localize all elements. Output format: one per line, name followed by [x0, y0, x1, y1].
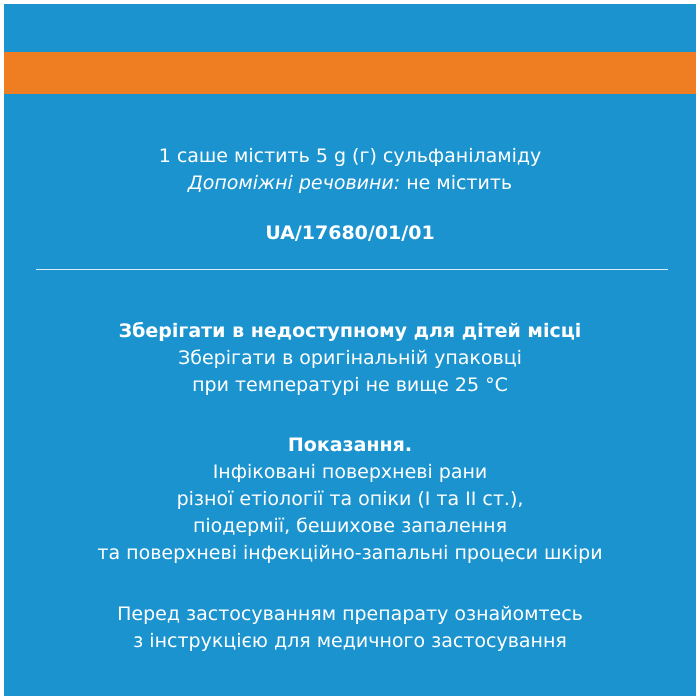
notice-line-1: Перед застосуванням препарату ознайомтесь: [117, 603, 583, 625]
indications-line-3: піодермії, бешихове запалення: [192, 515, 508, 537]
package-text: [4, 4, 696, 696]
divider-line: [36, 269, 668, 270]
storage-line-2: при температурі не вище 25 °C: [192, 374, 508, 396]
indications-line-2: різної етіології та опіки (І та ІІ ст.),: [176, 488, 524, 510]
indications-line-4: та поверхневі інфекційно-запальні процеси шкіри: [97, 542, 603, 564]
indications-heading: Показання.: [287, 434, 413, 456]
storage-heading: Зберігати в недоступному для дітей місці: [118, 320, 582, 342]
composition-line: 1 саше містить 5 g (г) сульфаніламіду: [158, 145, 542, 167]
excipients-line: [4, 170, 696, 196]
excipients-label: Допоміжні речовини:: [187, 172, 401, 194]
package-panel: [4, 4, 696, 696]
registration-number: UA/17680/01/01: [265, 222, 435, 244]
indications-line-1: Інфіковані поверхневі рани: [212, 461, 488, 483]
excipients-value: не містить: [400, 172, 513, 194]
storage-line-1: Зберігати в оригінальній упаковці: [178, 347, 522, 369]
notice-line-2: з інструкцією для медичного застосування: [133, 630, 567, 652]
